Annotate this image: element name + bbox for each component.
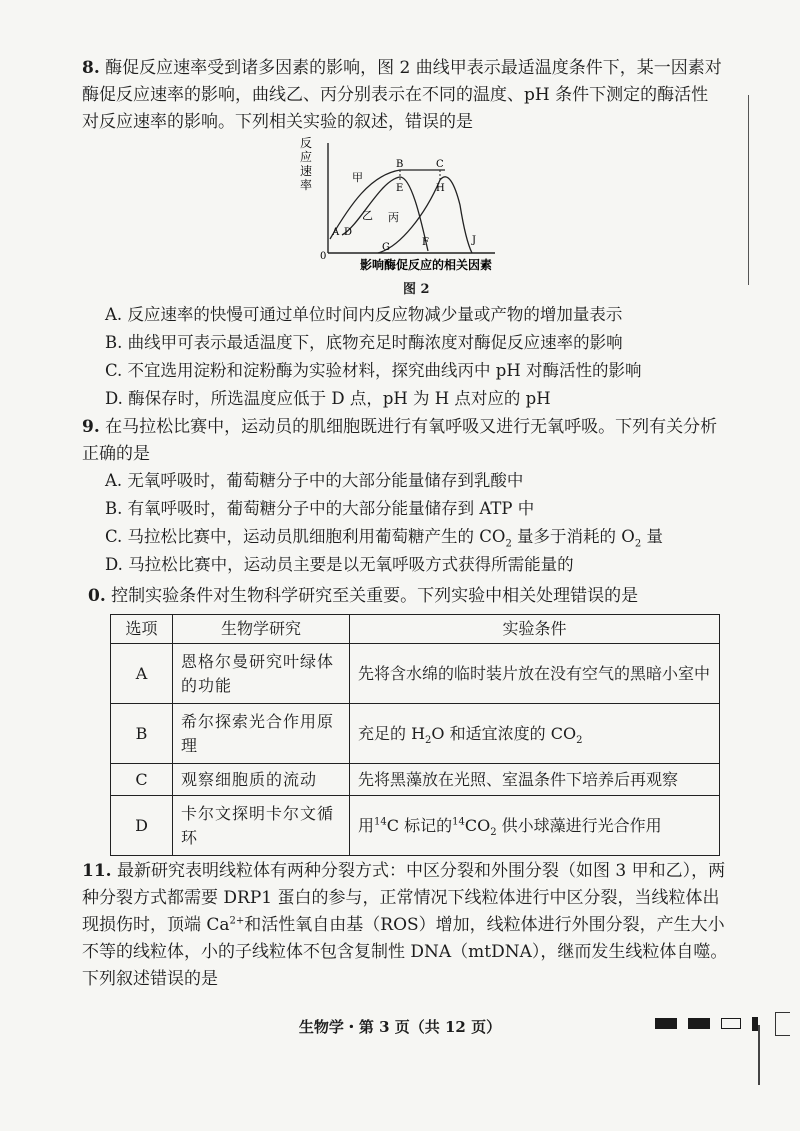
q9-option-d: D. 马拉松比赛中，运动员主要是以无氧呼吸方式获得所需能量的 bbox=[105, 555, 574, 574]
superscript: 14 bbox=[452, 816, 465, 828]
page-edge-line bbox=[748, 95, 749, 285]
table-row bbox=[111, 764, 720, 796]
point-A: A bbox=[332, 227, 340, 238]
point-G: G bbox=[382, 242, 390, 253]
question-10 bbox=[88, 583, 720, 610]
question-text: 和活性氧自由基（ROS）增加，线粒体进行外围分裂，产生大小不等的线粒体，小的子线粒体不包含复制性 DNA（mtDNA），继而发生线粒体自噬。下列叙述错误的是 bbox=[82, 915, 728, 989]
point-E: E bbox=[396, 183, 404, 194]
option-text: C. 马拉松比赛中，运动员肌细胞利用葡萄糖产生的 CO bbox=[105, 527, 506, 546]
cell-text: 用 bbox=[358, 815, 375, 835]
point-B: B bbox=[396, 159, 404, 170]
subscript: 2 bbox=[425, 734, 432, 746]
cell-text: C 标记的 bbox=[386, 815, 453, 835]
table-cell-condition: 先将黑藻放在光照、室温条件下培养后再观察 bbox=[350, 764, 720, 796]
table-cell-study: 希尔探索光合作用原理 bbox=[173, 704, 350, 764]
experiment-table bbox=[110, 614, 720, 856]
y-label-char: 速 bbox=[300, 164, 313, 178]
subscript: 2 bbox=[576, 734, 583, 746]
subscript: 2 bbox=[634, 538, 642, 550]
q9-option-a: A. 无氧呼吸时，葡萄糖分子中的大部分能量储存到乳酸中 bbox=[105, 471, 524, 490]
table-cell-option: D bbox=[111, 796, 173, 856]
table-cell-condition bbox=[350, 704, 720, 764]
filled-mark-icon bbox=[688, 1018, 710, 1029]
table-row bbox=[111, 704, 720, 764]
filled-mark-icon bbox=[655, 1018, 677, 1029]
subscript: 2 bbox=[505, 538, 512, 550]
table-row bbox=[111, 796, 720, 856]
table-header: 生物学研究 bbox=[173, 615, 350, 644]
x-axis-label: 影响酶促反应的相关因素 bbox=[360, 258, 493, 272]
curve-yi bbox=[342, 177, 428, 251]
point-J: J bbox=[472, 235, 477, 246]
point-F: F bbox=[422, 237, 429, 248]
superscript: 14 bbox=[374, 816, 387, 828]
subscript: 2 bbox=[490, 826, 497, 838]
table-cell-condition: 先将含水绵的临时装片放在没有空气的黑暗小室中 bbox=[350, 644, 720, 704]
point-D: D bbox=[344, 227, 353, 238]
question-number: 9. bbox=[82, 417, 100, 437]
question-9 bbox=[82, 414, 722, 468]
table-header: 实验条件 bbox=[350, 615, 720, 644]
table-cell-study: 观察细胞质的流动 bbox=[173, 764, 350, 796]
question-8 bbox=[82, 55, 722, 136]
curve-label-bing: 丙 bbox=[388, 211, 399, 224]
table-cell-option: C bbox=[111, 764, 173, 796]
cell-text: O 和适宜浓度的 CO bbox=[431, 723, 577, 743]
registration-marks bbox=[655, 1013, 758, 1032]
question-number: 11. bbox=[82, 861, 112, 881]
table-cell-option: B bbox=[111, 704, 173, 764]
question-text: 酶促反应速率受到诸多因素的影响，图 2 曲线甲表示最适温度条件下，某一因素对酶促反应速率的影响，曲线乙、丙分别表示在不同的温度、pH 条件下测定的酶活性对反应速率的影响。下列相关实验的叙述，错误的是 bbox=[82, 58, 722, 132]
cell-text: CO bbox=[464, 815, 491, 835]
question-text: 在马拉松比赛中，运动员的肌细胞既进行有氧呼吸又进行无氧呼吸。下列有关分析正确的是 bbox=[82, 417, 718, 464]
figure-2 bbox=[300, 135, 540, 280]
point-H: H bbox=[436, 183, 445, 194]
question-text: 最新研究表明线粒体有两种分裂方式：中区分裂和外围分裂（如图 3 甲和乙），两种分裂方式都需要 DRP1 蛋白的参与，正常情况下线粒体进行中区分裂，当线粒体出现损伤时，顶端 Ca bbox=[82, 861, 726, 935]
table-cell-option: A bbox=[111, 644, 173, 704]
point-C: C bbox=[436, 159, 444, 170]
q9-option-c bbox=[105, 526, 725, 548]
q8-option-c: C. 不宜选用淀粉和淀粉酶为实验材料，探究曲线丙中 pH 对酶活性的影响 bbox=[105, 361, 642, 380]
page-edge-line bbox=[758, 1025, 760, 1085]
q8-option-b: B. 曲线甲可表示最适温度下，底物充足时酶浓度对酶促反应速率的影响 bbox=[105, 333, 623, 352]
question-number: 8. bbox=[82, 58, 100, 78]
q8-option-d: D. 酶保存时，所选温度应低于 D 点，pH 为 H 点对应的 pH bbox=[105, 389, 551, 408]
y-label-char: 率 bbox=[300, 178, 313, 192]
figure-caption: 图 2 bbox=[403, 282, 430, 297]
table-header-row bbox=[111, 615, 720, 644]
table-cell-study: 卡尔文探明卡尔文循环 bbox=[173, 796, 350, 856]
open-mark-icon bbox=[721, 1018, 741, 1029]
table-header: 选项 bbox=[111, 615, 173, 644]
table-row bbox=[111, 644, 720, 704]
table-cell-study: 恩格尔曼研究叶绿体的功能 bbox=[173, 644, 350, 704]
curve-label-jia: 甲 bbox=[352, 171, 363, 184]
question-number: 0. bbox=[88, 586, 106, 606]
option-text: 量多于消耗的 O bbox=[511, 527, 635, 546]
option-text: 量 bbox=[641, 527, 663, 546]
y-label-char: 反 bbox=[300, 136, 313, 150]
origin-label: 0 bbox=[320, 251, 327, 262]
question-11 bbox=[82, 858, 732, 993]
table-cell-condition bbox=[350, 796, 720, 856]
page-footer: 生物学・第 3 页（共 12 页） bbox=[298, 1018, 502, 1036]
q8-option-a: A. 反应速率的快慢可通过单位时间内反应物减少量或产物的增加量表示 bbox=[105, 305, 623, 324]
corner-bracket-icon bbox=[775, 1012, 790, 1036]
cell-text: 供小球藻进行光合作用 bbox=[496, 815, 662, 835]
curve-label-yi: 乙 bbox=[362, 209, 373, 222]
q9-option-b: B. 有氧呼吸时，葡萄糖分子中的大部分能量储存到 ATP 中 bbox=[105, 499, 535, 518]
superscript: 2+ bbox=[229, 915, 245, 927]
cell-text: 充足的 H bbox=[358, 723, 426, 743]
question-text: 控制实验条件对生物科学研究至关重要。下列实验中相关处理错误的是 bbox=[111, 586, 639, 606]
y-label-char: 应 bbox=[300, 150, 313, 164]
